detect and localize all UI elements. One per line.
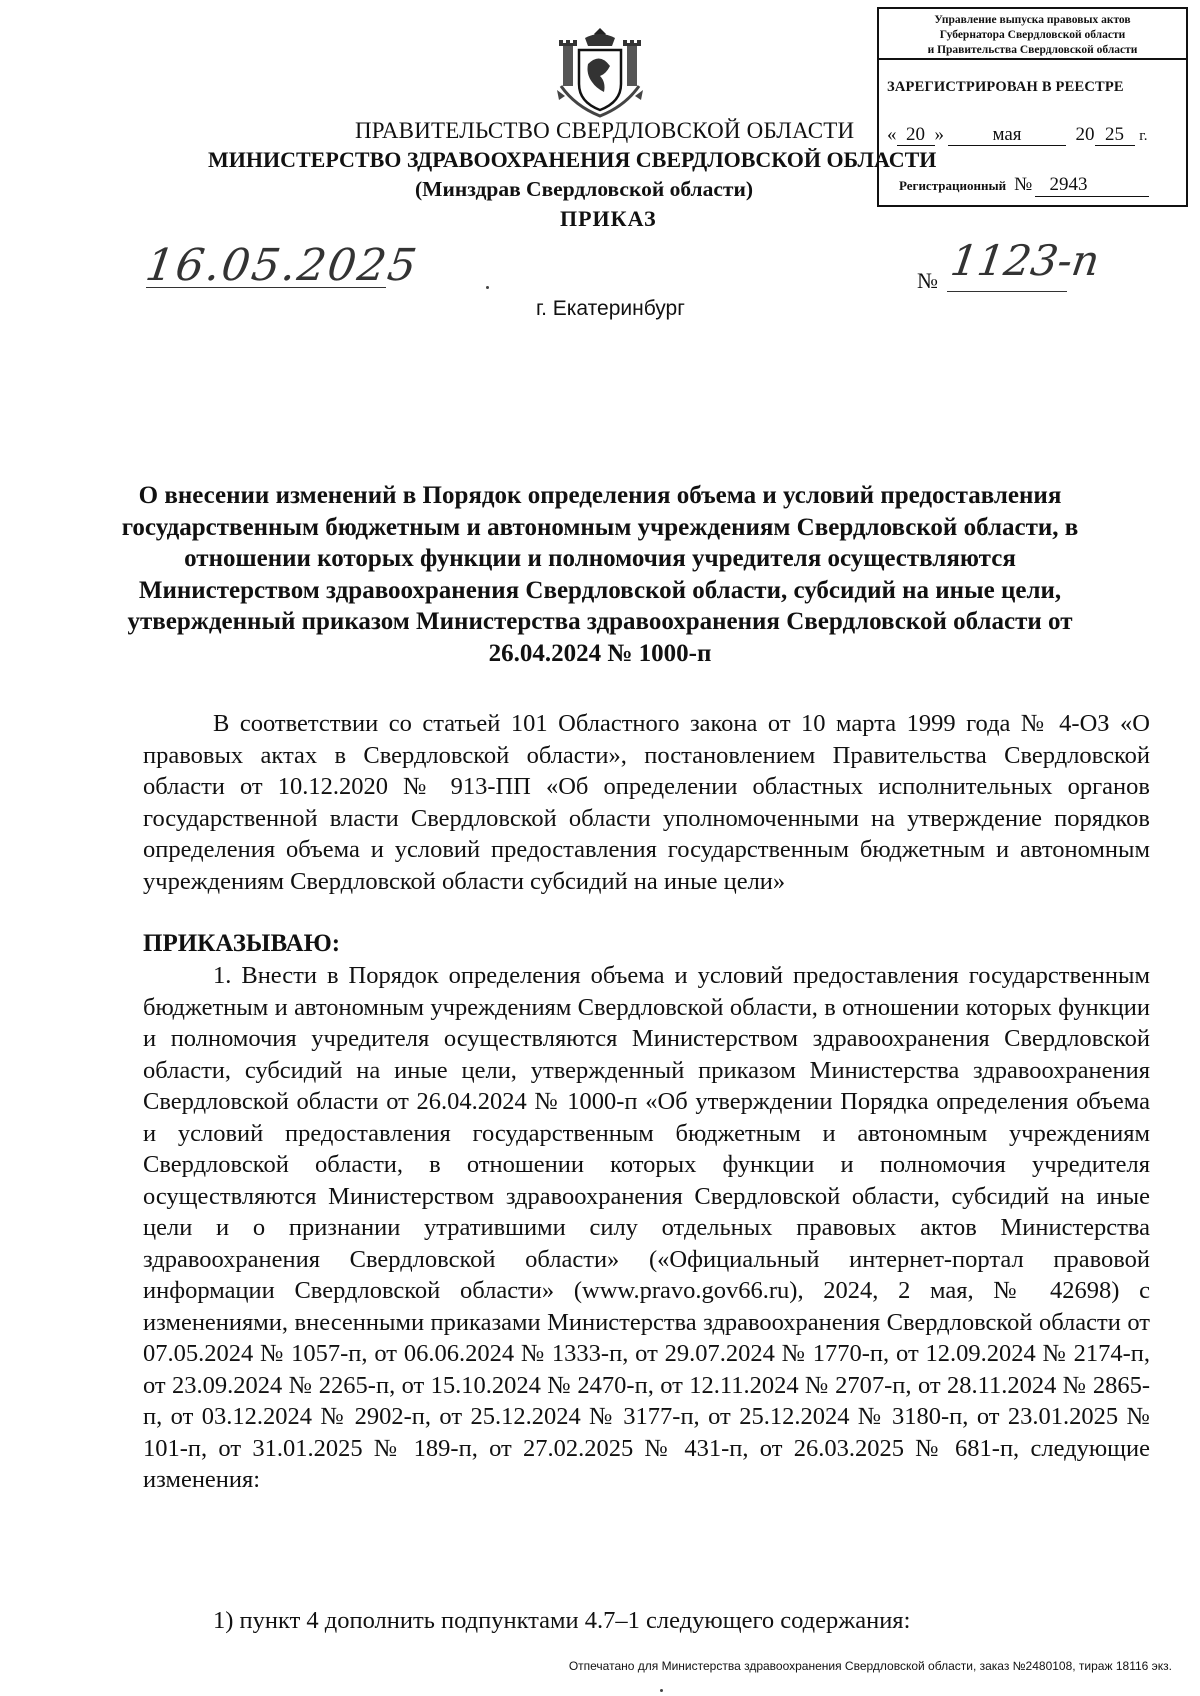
handwritten-number: 1123-п bbox=[947, 236, 1103, 285]
stamp-date: « 20 » мая 20 25 г. bbox=[887, 124, 1148, 145]
stamp-month: мая bbox=[948, 125, 1066, 146]
stamp-header-line: Управление выпуска правовых актов bbox=[934, 14, 1131, 26]
stamp-registered-label: ЗАРЕГИСТРИРОВАН В РЕЕСТРЕ bbox=[887, 79, 1124, 95]
stamp-header-line: и Правительства Свердловской области bbox=[927, 44, 1138, 56]
scan-speck bbox=[486, 286, 489, 289]
preamble-paragraph: В соответствии со статьей 101 Областного закона от 10 марта 1999 года № 4-ОЗ «О правовых актах в Свердловской области», постановлением Правительства Свердловской области от 10.12.2020 № 913-ПП «Об определении областных исполнительных органов государственной власти Свердловской области уполномоченными на утверждение порядков определения объема и условий предоставления государственным бюджетным и автономным учреждениям Свердловской области субсидий на иные цели» bbox=[143, 710, 1150, 895]
stamp-no-sign: № bbox=[1014, 174, 1033, 195]
order-word: ПРИКАЗЫВАЮ: bbox=[143, 930, 341, 957]
item-1-paragraph: 1. Внести в Порядок определения объема и условий предоставления государственным бюджетным и автономным учреждениям Свердловской области, в отношении которых функции и полномочия учредителя осуществляются Министерством здравоохранения Свердловской области, субсидий на иные цели, утвержденный приказом Министерства здравоохранения Свердловской области от 26.04.2024 № 1000-п «Об утверждении Порядка определения объема и условий предоставления государственным бюджетным и автономным учреждениям Свердловской области, в отношении которых функции и полномочия учредителя осуществляются Министерством здравоохранения Свердловской области, субсидий на иные цели и о признании утратившими силу отдельных правовых актов Министерства здравоохранения Свердловской области» («Официальный интернет-портал правовой информации Свердловской области» (www.pravo.gov66.ru), 2024, 2 мая, № 42698) с изменениями, внесенными приказами Министерства здравоохранения Свердловской области от 07.05.2024 № 1057-п, от 06.06.2024 № 1333-п, от 29.07.2024 № 1770-п, от 12.09.2024 № 2174-п, от 23.09.2024 № 2265-п, от 15.10.2024 № 2470-п, от 12.11.2024 № 2707-п, от 28.11.2024 № 2865-п, от 03.12.2024 № 2902-п, от 25.12.2024 № 3177-п, от 25.12.2024 № 3180-п, от 23.01.2025 № 101-п, от 31.01.2025 № 189-п, от 27.02.2025 № 431-п, от 26.03.2025 № 681-п, следующие изменения: bbox=[143, 962, 1150, 1493]
subitem-1-paragraph: 1) пункт 4 дополнить подпунктами 4.7–1 следующего содержания: bbox=[213, 1607, 911, 1634]
stamp-day: 20 bbox=[897, 125, 935, 146]
handwritten-date-text: 16.05.2025 bbox=[142, 240, 422, 291]
stamp-header-line: Губернатора Свердловской области bbox=[939, 29, 1126, 41]
ministry-abbreviation: (Минздрав Свердловской области) bbox=[415, 177, 754, 201]
print-footer: Отпечатано для Министерства здравоохранения Свердловской области, заказ №2480108, тираж 18116 экз. bbox=[568, 1659, 1172, 1673]
scan-speck bbox=[660, 1689, 663, 1692]
registry-stamp bbox=[877, 7, 1188, 207]
stamp-reg-value: 2943 bbox=[1035, 174, 1149, 197]
number-underline bbox=[947, 291, 1067, 292]
stamp-year-prefix: 20 bbox=[1075, 124, 1095, 145]
coat-of-arms-emblem bbox=[555, 24, 645, 120]
city: г. Екатеринбург bbox=[536, 297, 685, 320]
stamp-reg-number bbox=[899, 174, 1149, 197]
stamp-header bbox=[879, 9, 1186, 60]
document-title: О внесении изменений в Порядок определения объема и условий предоставления государственным бюджетным и автономным учреждениям Свердловской области, в отношении которых функции и полномочия учредителя осуществляются Министерством здравоохранения Свердловской области, субсидий на иные цели, утвержденный приказом Министерства здравоохранения Свердловской области от 26.04.2024 № 1000-п bbox=[121, 482, 1079, 667]
number-sign: № bbox=[917, 268, 938, 293]
date-underline bbox=[146, 287, 386, 288]
stamp-reg-label: Регистрационный bbox=[899, 178, 1007, 193]
stamp-year-unit: г. bbox=[1139, 128, 1148, 144]
document-type: ПРИКАЗ bbox=[560, 206, 657, 231]
government-title: ПРАВИТЕЛЬСТВО СВЕРДЛОВСКОЙ ОБЛАСТИ bbox=[355, 118, 855, 143]
ministry-title: МИНИСТЕРСТВО ЗДРАВООХРАНЕНИЯ СВЕРДЛОВСКОЙ ОБЛАСТИ bbox=[208, 147, 937, 172]
handwritten-date bbox=[142, 240, 422, 291]
stamp-year-suffix: 25 bbox=[1095, 125, 1135, 146]
